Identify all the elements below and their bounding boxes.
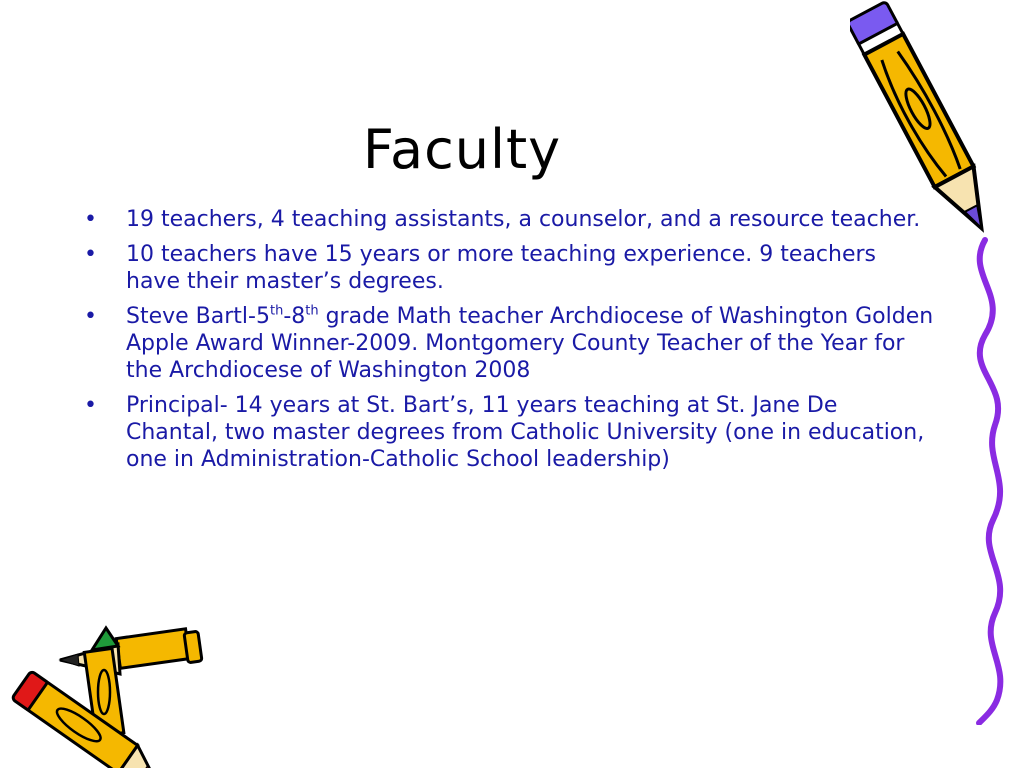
bullet-text	[126, 304, 933, 383]
bullet-text: Principal- 14 years at St. Bart’s, 11 years teaching at St. Jane De Chantal, two master degrees from Catholic University (one in education, one in Administration-Catholic School leadership)	[126, 393, 925, 472]
pencils-icon	[0, 620, 210, 768]
bullet-dot: •	[84, 207, 97, 232]
bullet-item	[84, 303, 934, 384]
bullet-item	[84, 241, 934, 295]
bullet-text: 19 teachers, 4 teaching assistants, a counselor, and a resource teacher.	[126, 207, 921, 232]
bullet-text: 10 teachers have 15 years or more teaching experience. 9 teachers have their master’s degrees.	[126, 242, 877, 294]
superscript: th	[305, 303, 319, 319]
bullet-dot: •	[84, 393, 97, 418]
slide-title: Faculty	[362, 118, 562, 181]
bullet-dot: •	[84, 304, 97, 329]
bullet-text-part: -8	[283, 304, 306, 329]
bullet-dot: •	[84, 242, 97, 267]
squiggle-line	[955, 235, 1024, 725]
bullet-item	[84, 392, 934, 473]
bullet-text-part: grade Math teacher Archdiocese of Washington Golden Apple Award Winner-2009. Montgomery County Teacher of the Year for the Archdiocese of Washington 2008	[126, 304, 934, 383]
bullet-item	[84, 206, 934, 233]
bullet-text-part: Steve Bartl-5	[126, 304, 270, 329]
superscript: th	[269, 303, 284, 319]
bullet-list	[84, 206, 934, 481]
